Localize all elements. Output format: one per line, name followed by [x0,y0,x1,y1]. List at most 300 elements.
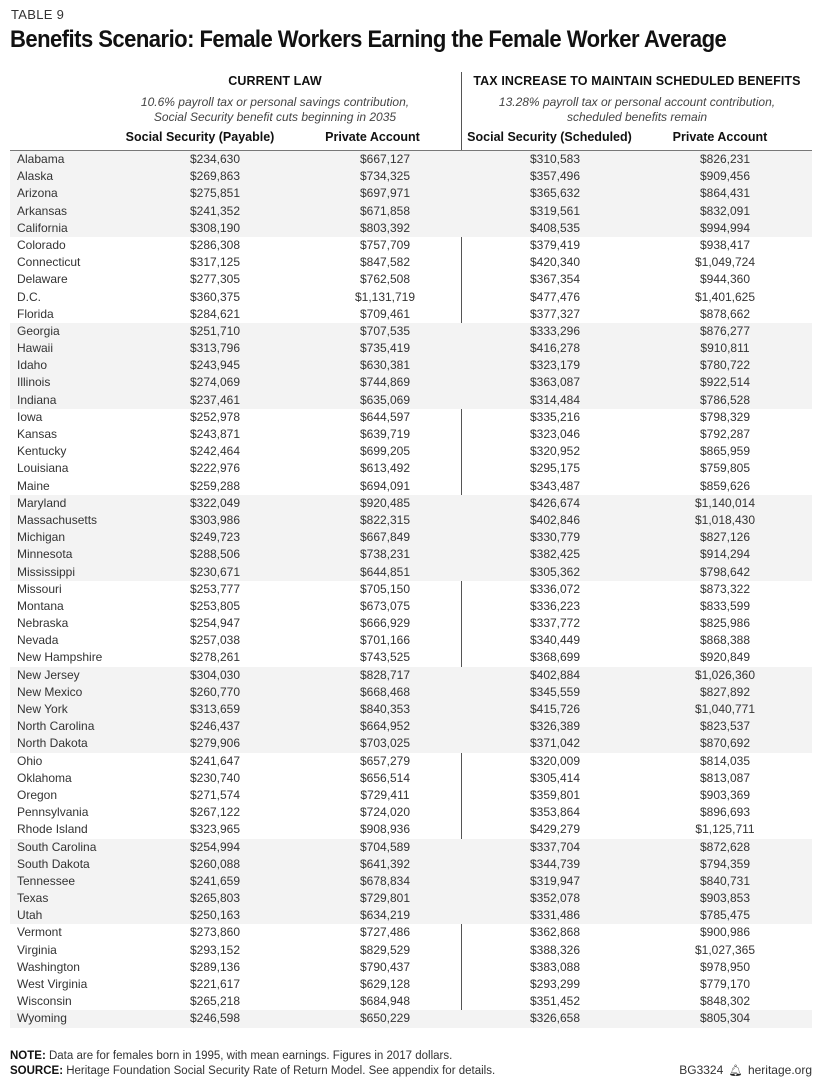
ss-payable-value: $241,647 [189,753,241,768]
ss-scheduled-value: $402,846 [529,512,581,527]
table-row [10,890,812,907]
ss-scheduled-value: $426,674 [529,495,581,510]
state-name: Nebraska [17,616,69,631]
ss-payable-value: $243,871 [189,427,241,441]
ss-payable-value: $303,986 [189,512,241,527]
private-account-tax-value: $780,722 [699,358,751,373]
private-account-current-value: $729,801 [359,891,411,906]
ss-payable-value: $246,598 [189,1011,241,1026]
brand-credit [679,1063,812,1077]
private-account-tax-value: $900,986 [699,925,751,940]
ss-payable-value: $288,506 [189,547,241,562]
private-account-tax-value: $848,302 [699,994,751,1009]
ss-scheduled-value: $295,175 [529,461,581,476]
private-account-current-value: $829,529 [359,942,411,957]
group-subtitle-line: scheduled benefits remain [566,110,708,124]
state-name: D.C. [17,289,41,304]
private-account-tax-value: $873,322 [699,581,751,596]
ss-payable-value: $237,461 [189,392,241,407]
table-row [10,632,812,649]
ss-payable-value: $230,740 [189,770,241,785]
state-name: Idaho [17,358,48,373]
private-account-tax-value: $833,599 [699,598,751,613]
ss-payable-value: $234,630 [189,152,241,166]
ss-scheduled-value: $305,414 [529,770,581,785]
state-name: North Carolina [17,719,95,734]
private-account-current-value: $908,936 [359,822,411,837]
state-name: Michigan [17,530,66,545]
column-header-private-account-tax: Private Account [672,130,768,144]
state-name: Missouri [17,581,62,596]
ss-scheduled-value: $333,296 [529,323,581,338]
ss-scheduled-value: $340,449 [529,633,581,648]
ss-payable-value: $313,796 [189,341,241,356]
ss-payable-value: $267,122 [189,805,241,820]
ss-scheduled-value: $351,452 [529,994,581,1009]
state-name: Kansas [17,427,58,441]
private-account-tax-value: $1,027,365 [694,942,756,957]
private-account-current-value: $694,091 [359,478,411,493]
private-account-current-value: $644,597 [359,409,411,424]
ss-payable-value: $252,978 [189,409,241,424]
note-label: NOTE: [10,1050,46,1062]
private-account-tax-value: $1,040,771 [694,702,756,716]
table-row [10,512,812,529]
table-row [10,357,812,374]
state-name: Montana [17,598,64,613]
ss-scheduled-value: $319,561 [529,203,581,218]
private-account-current-value: $684,948 [359,994,411,1009]
table-row [10,392,812,409]
ss-payable-value: $308,190 [189,220,241,235]
state-name: Washington [17,959,80,974]
group-current-law [120,74,430,125]
private-account-current-value: $656,514 [359,770,411,785]
ss-payable-value: $323,965 [189,822,241,837]
ss-payable-value: $259,288 [189,478,241,493]
private-account-current-value: $729,411 [360,787,410,802]
state-name: Georgia [17,323,60,338]
private-account-current-value: $668,468 [359,684,411,699]
ss-payable-value: $253,777 [189,581,241,596]
report-id: BG3324 [679,1063,724,1077]
private-account-tax-value: $813,087 [699,770,751,785]
state-name: Nevada [17,633,59,648]
private-account-current-value: $847,582 [359,255,411,270]
ss-scheduled-value: $344,739 [529,856,581,871]
table-row [10,976,812,993]
state-name: Oklahoma [17,770,72,785]
private-account-current-value: $703,025 [359,736,411,751]
state-name: New Hampshire [17,650,103,665]
table-row [10,873,812,890]
private-account-tax-value: $903,853 [699,891,751,906]
ss-payable-value: $241,352 [189,203,241,218]
column-header-ss-scheduled: Social Security (Scheduled) [467,130,632,144]
ss-scheduled-value: $402,884 [529,667,581,682]
ss-scheduled-value: $326,658 [529,1011,581,1026]
ss-payable-value: $273,860 [189,925,241,940]
ss-payable-value: $260,088 [189,856,241,871]
private-account-tax-value: $920,849 [699,650,751,665]
ss-scheduled-value: $477,476 [529,289,581,304]
table-row [10,787,812,804]
table-row [10,924,812,941]
private-account-tax-value: $832,091 [699,203,751,218]
ss-scheduled-value: $379,419 [529,237,581,252]
state-name: North Dakota [17,736,88,751]
ss-scheduled-value: $363,087 [529,375,581,390]
private-account-tax-value: $878,662 [699,306,751,321]
ss-payable-value: $265,803 [189,891,241,906]
state-name: Mississippi [17,564,76,579]
private-account-current-value: $757,709 [359,237,411,252]
ss-scheduled-value: $377,327 [529,306,581,321]
private-account-current-value: $673,075 [359,598,411,613]
ss-scheduled-value: $323,179 [529,358,581,373]
private-account-current-value: $644,851 [359,564,411,579]
table-row [10,770,812,787]
ss-scheduled-value: $293,299 [529,977,581,991]
ss-scheduled-value: $359,801 [529,787,581,802]
ss-payable-value: $257,038 [189,633,241,648]
ss-payable-value: $278,261 [189,650,241,665]
private-account-tax-value: $798,642 [699,564,751,579]
private-account-tax-value: $786,528 [699,392,751,407]
private-account-tax-value: $814,035 [699,753,751,768]
private-account-tax-value: $876,277 [699,323,751,338]
ss-payable-value: $260,770 [189,684,241,699]
table-row [10,856,812,873]
state-name: Minnesota [17,547,73,562]
column-header-private-account-current: Private Account [325,130,420,144]
private-account-current-value: $743,525 [359,650,411,665]
private-account-current-value: $744,869 [359,375,411,390]
private-account-current-value: $840,353 [359,702,411,716]
ss-scheduled-value: $330,779 [529,530,581,545]
state-name: Louisiana [17,461,69,476]
private-account-current-value: $828,717 [359,667,411,682]
ss-payable-value: $279,906 [189,736,241,751]
heritage-bell-icon: 🔔︎ [728,1065,743,1077]
group-title: CURRENT LAW [228,74,322,88]
private-account-current-value: $724,020 [359,805,411,820]
ss-payable-value: $269,863 [189,169,241,184]
state-name: Indiana [17,392,57,407]
table-row [10,735,812,752]
private-account-tax-value: $922,514 [699,375,751,390]
private-account-tax-value: $825,986 [699,616,751,631]
ss-scheduled-value: $365,632 [529,186,581,201]
ss-payable-value: $246,437 [189,719,241,734]
private-account-tax-value: $910,811 [700,341,750,356]
ss-scheduled-value: $362,868 [529,925,581,940]
ss-payable-value: $265,218 [189,994,241,1009]
private-account-tax-value: $978,950 [699,959,751,974]
private-account-tax-value: $896,693 [699,805,751,820]
ss-payable-value: $293,152 [189,942,241,957]
state-name: Iowa [17,409,43,424]
private-account-tax-value: $805,304 [699,1011,751,1026]
table-row [10,718,812,735]
state-name: Tennessee [17,873,76,888]
private-account-current-value: $701,166 [359,633,411,648]
state-name: Utah [17,908,43,923]
table-row [10,701,812,718]
state-name: Oregon [17,787,58,802]
footer-notes [10,1049,495,1078]
private-account-current-value: $1,131,719 [354,289,416,304]
private-account-current-value: $666,929 [359,616,411,631]
private-account-tax-value: $872,628 [699,839,751,854]
private-account-tax-value: $938,417 [699,237,751,252]
private-account-tax-value: $1,401,625 [694,289,756,304]
private-account-current-value: $727,486 [359,925,411,940]
table-row [10,564,812,581]
private-account-current-value: $650,229 [359,1011,411,1026]
table-row [10,409,812,426]
ss-scheduled-value: $416,278 [529,341,581,356]
private-account-tax-value: $870,692 [699,736,751,751]
state-name: Texas [17,891,49,906]
group-subtitle-line: 10.6% payroll tax or personal savings contribution, [140,95,410,109]
private-account-current-value: $734,325 [359,169,411,184]
private-account-tax-value: $823,537 [699,719,751,734]
table-row [10,1010,812,1027]
private-account-tax-value: $1,049,724 [694,255,756,270]
source-text: Heritage Foundation Social Security Rate of Return Model. See appendix for details. [63,1064,496,1077]
state-name: Ohio [17,753,43,768]
ss-payable-value: $254,994 [189,839,241,854]
ss-scheduled-value: $343,487 [529,478,581,493]
state-name: Maine [17,478,50,493]
table-row [10,460,812,477]
private-account-current-value: $803,392 [359,220,411,235]
ss-scheduled-value: $337,704 [529,839,581,854]
site-link[interactable]: heritage.org [747,1063,812,1077]
table-row [10,529,812,546]
state-name: Delaware [17,272,68,287]
ss-payable-value: $313,659 [189,702,241,716]
group-tax-increase [462,74,812,125]
table-row [10,203,812,220]
ss-payable-value: $251,710 [189,323,241,338]
private-account-tax-value: $794,359 [699,856,751,871]
ss-scheduled-value: $336,072 [529,581,581,596]
ss-scheduled-value: $382,425 [529,547,581,562]
table-row [10,374,812,391]
private-account-current-value: $639,719 [359,427,411,441]
ss-scheduled-value: $357,496 [529,169,581,184]
private-account-tax-value: $864,431 [699,186,751,201]
state-name: Florida [17,306,54,321]
private-account-tax-value: $1,125,711 [695,822,755,837]
state-name: Massachusetts [17,512,98,527]
private-account-tax-value: $1,026,360 [694,667,756,682]
page-title: Benefits Scenario: Female Workers Earning the Female Worker Average [10,26,727,53]
table-row [10,804,812,821]
state-name: Pennsylvania [17,805,89,820]
ss-scheduled-value: $319,947 [529,873,581,888]
source-line [10,1064,495,1079]
private-account-current-value: $704,589 [359,839,411,854]
private-account-current-value: $667,849 [359,530,411,545]
private-account-tax-value: $1,018,430 [694,512,756,527]
table-label: TABLE 9 [11,7,65,22]
state-name: Maryland [17,495,67,510]
table-row [10,220,812,237]
private-account-current-value: $762,508 [359,272,411,287]
private-account-tax-value: $903,369 [699,787,751,802]
table-row [10,168,812,185]
state-name: Kentucky [17,444,67,459]
state-name: New York [17,702,68,716]
table-row [10,237,812,254]
private-account-tax-value: $779,170 [699,977,751,991]
table-row [10,546,812,563]
ss-scheduled-value: $345,559 [529,684,581,699]
private-account-current-value: $664,952 [359,719,411,734]
state-name: Wisconsin [17,994,72,1009]
state-name: New Mexico [17,684,83,699]
private-account-current-value: $790,437 [359,959,411,974]
column-header-ss-payable: Social Security (Payable) [125,130,275,144]
table-body [10,151,812,1028]
private-account-tax-value: $759,805 [699,461,751,476]
ss-payable-value: $242,464 [189,444,241,459]
note-line [10,1049,495,1064]
table-row [10,306,812,323]
group-subtitle [120,95,430,125]
private-account-current-value: $671,858 [359,203,411,218]
state-name: West Virginia [17,977,88,991]
table-row [10,426,812,443]
private-account-current-value: $699,205 [359,444,411,459]
state-name: Hawaii [17,341,54,356]
table-row [10,151,812,168]
state-name: New Jersey [17,667,80,682]
ss-scheduled-value: $310,583 [529,152,581,166]
private-account-tax-value: $792,287 [699,427,751,441]
table-row [10,684,812,701]
private-account-tax-value: $826,231 [699,152,751,166]
private-account-current-value: $705,150 [359,581,411,596]
ss-payable-value: $289,136 [189,959,241,974]
ss-payable-value: $284,621 [189,306,241,321]
ss-payable-value: $286,308 [189,237,241,252]
table-row [10,340,812,357]
private-account-current-value: $697,971 [359,186,411,201]
table-row [10,478,812,495]
table-row [10,839,812,856]
ss-payable-value: $360,375 [189,289,241,304]
table-row [10,667,812,684]
state-name: Virginia [17,942,57,957]
ss-scheduled-value: $383,088 [529,959,581,974]
private-account-current-value: $667,127 [359,152,411,166]
table-row [10,942,812,959]
ss-scheduled-value: $326,389 [529,719,581,734]
ss-scheduled-value: $352,078 [529,891,581,906]
private-account-tax-value: $944,360 [699,272,751,287]
ss-scheduled-value: $323,046 [529,427,581,441]
private-account-current-value: $920,485 [359,495,411,510]
ss-payable-value: $249,723 [189,530,241,545]
group-title: TAX INCREASE TO MAINTAIN SCHEDULED BENEFITS [473,74,801,88]
ss-scheduled-value: $320,952 [529,444,581,459]
group-subtitle-line: Social Security benefit cuts beginning in 2035 [153,110,397,124]
table-row [10,615,812,632]
private-account-tax-value: $827,126 [699,530,751,545]
state-name: Alabama [17,152,65,166]
ss-scheduled-value: $429,279 [529,822,581,837]
ss-scheduled-value: $415,726 [529,702,581,716]
ss-scheduled-value: $331,486 [529,908,581,923]
private-account-current-value: $678,834 [359,873,411,888]
ss-payable-value: $317,125 [189,255,241,270]
table-row [10,323,812,340]
state-name: South Carolina [17,839,97,854]
private-account-tax-value: $798,329 [699,409,751,424]
private-account-tax-value: $840,731 [699,873,751,888]
table-row [10,495,812,512]
ss-scheduled-value: $337,772 [529,616,581,631]
ss-payable-value: $274,069 [189,375,241,390]
private-account-tax-value: $827,892 [699,684,751,699]
table-row [10,185,812,202]
ss-scheduled-value: $368,699 [529,650,581,665]
private-account-current-value: $709,461 [359,306,411,321]
state-name: Arizona [17,186,58,201]
table-row [10,907,812,924]
ss-payable-value: $222,976 [189,461,241,476]
ss-payable-value: $230,671 [189,564,241,579]
ss-scheduled-value: $336,223 [529,598,581,613]
ss-payable-value: $254,947 [189,616,241,631]
table-row [10,254,812,271]
ss-scheduled-value: $371,042 [529,736,581,751]
ss-scheduled-value: $388,326 [529,942,581,957]
private-account-current-value: $735,419 [359,341,411,356]
ss-scheduled-value: $335,216 [529,409,581,424]
private-account-current-value: $738,231 [359,547,411,562]
private-account-tax-value: $994,994 [699,220,751,235]
ss-payable-value: $250,163 [189,908,241,923]
private-account-current-value: $635,069 [359,392,411,407]
ss-payable-value: $241,659 [189,873,241,888]
table-row [10,993,812,1010]
ss-payable-value: $304,030 [189,667,241,682]
table-row [10,598,812,615]
ss-payable-value: $275,851 [189,186,241,201]
private-account-current-value: $634,219 [359,908,411,923]
private-account-current-value: $641,392 [359,856,411,871]
private-account-tax-value: $868,388 [699,633,751,648]
state-name: South Dakota [17,856,90,871]
private-account-current-value: $629,128 [359,977,411,991]
private-account-tax-value: $785,475 [699,908,751,923]
state-name: Colorado [17,237,66,252]
ss-scheduled-value: $305,362 [529,564,581,579]
ss-scheduled-value: $420,340 [529,255,581,270]
table-row [10,753,812,770]
private-account-current-value: $707,535 [359,323,411,338]
ss-scheduled-value: $367,354 [529,272,581,287]
private-account-current-value: $657,279 [359,753,411,768]
ss-scheduled-value: $314,484 [529,392,581,407]
state-name: Rhode Island [17,822,88,837]
table-row [10,959,812,976]
